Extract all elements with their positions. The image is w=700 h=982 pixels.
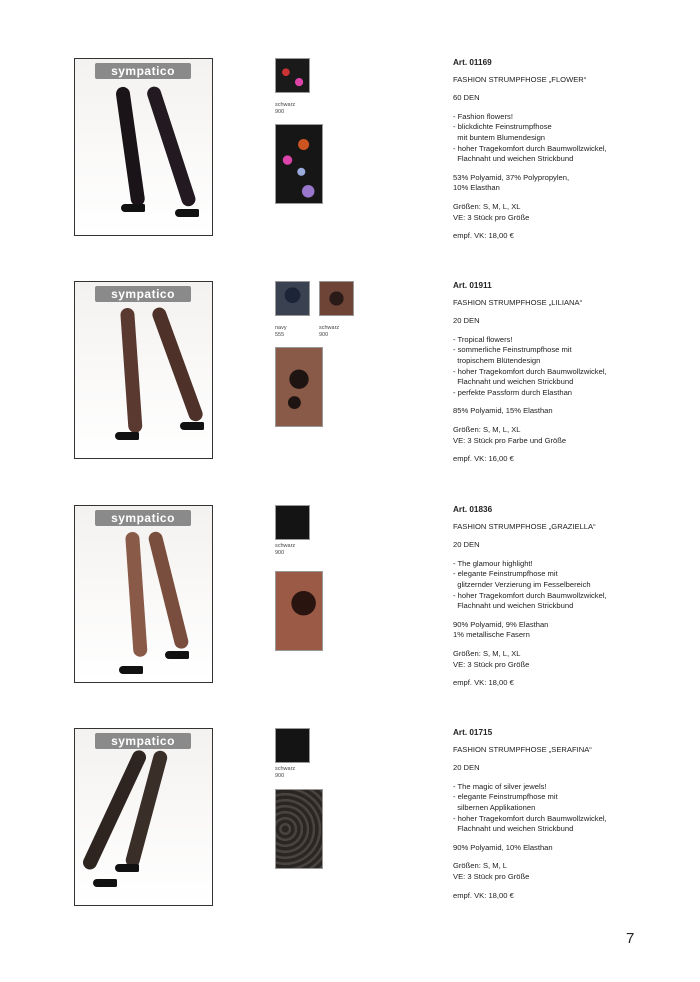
denier: 20 DEN bbox=[453, 763, 480, 773]
color-swatch bbox=[275, 728, 310, 763]
product-photo bbox=[74, 728, 213, 906]
sizes: Größen: S, M, L VE: 3 Stück pro Größe bbox=[453, 861, 530, 881]
denier: 60 DEN bbox=[453, 93, 480, 103]
product-block bbox=[0, 281, 700, 496]
product-photo bbox=[74, 505, 213, 683]
product-details bbox=[453, 505, 693, 697]
product-details bbox=[453, 728, 693, 909]
product-name: FASHION STRUMPFHOSE „SERAFINA“ bbox=[453, 744, 592, 754]
article-number: Art. 01836 bbox=[453, 505, 493, 514]
pattern-detail-image bbox=[275, 124, 323, 204]
sizes: Größen: S, M, L, XL VE: 3 Stück pro Größe bbox=[453, 648, 530, 669]
pattern-detail-image bbox=[275, 571, 323, 651]
color-swatch bbox=[275, 505, 310, 540]
product-name: FASHION STRUMPFHOSE „LILIANA“ bbox=[453, 297, 583, 307]
sizes: Größen: S, M, L, XL VE: 3 Stück pro Farbe und Größe bbox=[453, 424, 567, 445]
material: 90% Polyamid, 9% Elasthan 1% metallische Fasern bbox=[453, 619, 549, 640]
features: - The magic of silver jewels! - elegante Feinstrumpfhose mit silbernen Applikationen - hoher Tragekomfort durch Baumwollzwickel, Flachnaht und weichen Strickbund bbox=[453, 781, 607, 834]
swatch-label: schwarz 900 bbox=[275, 543, 296, 556]
article-number: Art. 01169 bbox=[453, 58, 492, 67]
features: - The glamour highlight! - elegante Feinstrumpfhose mit glitzernder Verzierung im Fesselbereich - hoher Tragekomfort durch Baumwollzwickel, Flachnaht und weichen Strickbund bbox=[453, 558, 607, 611]
product-name: FASHION STRUMPFHOSE „GRAZIELLA“ bbox=[453, 521, 596, 531]
brand-logo: sympatico bbox=[95, 733, 191, 749]
article-number: Art. 01911 bbox=[453, 281, 492, 290]
brand-logo: sympatico bbox=[95, 510, 191, 526]
page-number: 7 bbox=[626, 930, 635, 947]
color-swatch bbox=[319, 281, 354, 316]
denier: 20 DEN bbox=[453, 316, 480, 326]
features: - Tropical flowers! - sommerliche Feinstrumpfhose mit tropischem Blütendesign - hoher Tragekomfort durch Baumwollzwickel, Flachnaht und weichen Strickbund - perfekte Passform durch Elasthan bbox=[453, 334, 607, 397]
product-photo bbox=[74, 281, 213, 459]
brand-logo: sympatico bbox=[95, 286, 191, 302]
denier: 20 DEN bbox=[453, 540, 480, 550]
swatch-label: schwarz 900 bbox=[275, 766, 296, 779]
product-details bbox=[453, 58, 693, 250]
article-number: Art. 01715 bbox=[453, 728, 493, 737]
product-block bbox=[0, 505, 700, 720]
swatch-label: schwarz 900 bbox=[319, 325, 340, 338]
material: 85% Polyamid, 15% Elasthan bbox=[453, 406, 553, 416]
product-details bbox=[453, 281, 693, 473]
color-swatch bbox=[275, 58, 310, 93]
product-name: FASHION STRUMPFHOSE „FLOWER“ bbox=[453, 74, 587, 84]
color-swatch bbox=[275, 281, 310, 316]
features: - Fashion flowers! - blickdichte Feinstrumpfhose mit buntem Blumendesign - hoher Tragekomfort durch Baumwollzwickel, Flachnaht und weichen Strickbund bbox=[453, 111, 607, 164]
product-block bbox=[0, 58, 700, 273]
sizes: Größen: S, M, L, XL VE: 3 Stück pro Größe bbox=[453, 201, 530, 222]
material: 53% Polyamid, 37% Polypropylen, 10% Elasthan bbox=[453, 172, 570, 193]
swatch-label: navy 555 bbox=[275, 325, 287, 338]
price: empf. VK: 16,00 € bbox=[453, 454, 514, 464]
swatch-label: schwarz 900 bbox=[275, 102, 296, 115]
pattern-detail-image bbox=[275, 347, 323, 427]
material: 90% Polyamid, 10% Elasthan bbox=[453, 842, 553, 852]
pattern-detail-image bbox=[275, 789, 323, 869]
brand-logo: sympatico bbox=[95, 63, 191, 79]
price: empf. VK: 18,00 € bbox=[453, 231, 514, 241]
price: empf. VK: 18,00 € bbox=[453, 890, 514, 900]
price: empf. VK: 18,00 € bbox=[453, 678, 514, 688]
product-photo bbox=[74, 58, 213, 236]
product-block bbox=[0, 728, 700, 943]
